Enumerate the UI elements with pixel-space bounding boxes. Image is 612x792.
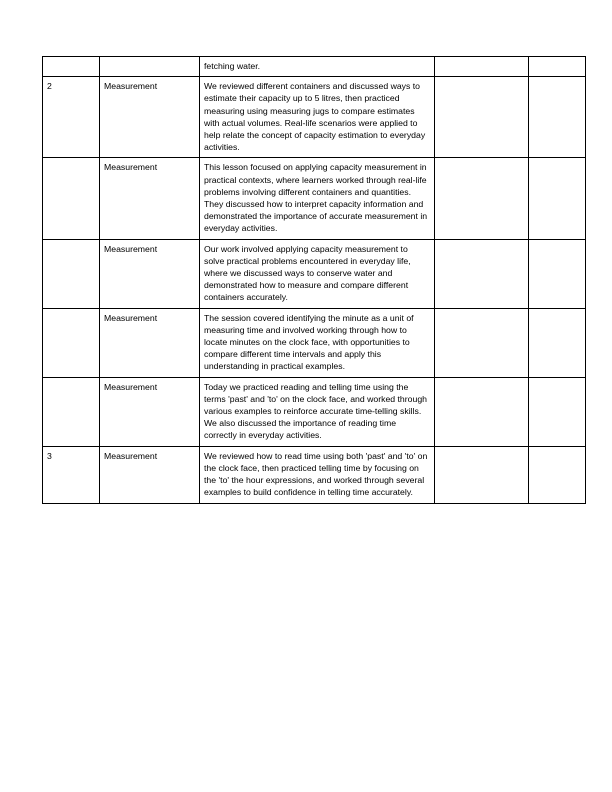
description-cell — [200, 446, 435, 503]
empty-cell — [529, 377, 586, 446]
description-cell — [200, 377, 435, 446]
strand-cell — [100, 57, 200, 77]
empty-cell — [435, 446, 529, 503]
description-cell — [200, 308, 435, 377]
strand-cell: Measurement — [100, 446, 200, 503]
table-row — [43, 77, 586, 158]
empty-cell — [435, 308, 529, 377]
week-cell — [43, 308, 100, 377]
empty-cell — [435, 77, 529, 158]
strand-cell: Measurement — [100, 377, 200, 446]
table-row — [43, 57, 586, 77]
week-cell: 2 — [43, 77, 100, 158]
description-cell — [200, 158, 435, 239]
table-row — [43, 446, 586, 503]
empty-cell — [435, 377, 529, 446]
empty-cell — [435, 158, 529, 239]
empty-cell — [529, 308, 586, 377]
strand-cell: Measurement — [100, 158, 200, 239]
description-cell — [200, 239, 435, 308]
description-text: We reviewed different containers and discussed ways to estimate their capacity up to 5 litres, then practiced measuring using measuring jugs to compare estimates with actual volumes. Real-life scenarios were applied to help relate the concept of capacity estimation to everyday activities. — [204, 81, 426, 153]
strand-cell: Measurement — [100, 77, 200, 158]
strand-cell: Measurement — [100, 239, 200, 308]
week-cell — [43, 239, 100, 308]
description-text: Today we practiced reading and telling time using the terms 'past' and 'to' on the clock face, and worked through various examples to reinforce accurate time-telling skills. We also discussed the importance of reading time correctly in everyday activities. — [204, 381, 427, 441]
description-cell — [200, 77, 435, 158]
week-cell: 3 — [43, 446, 100, 503]
empty-cell — [529, 239, 586, 308]
table-row — [43, 377, 586, 446]
description-cell — [200, 57, 435, 77]
table-row — [43, 239, 586, 308]
table-row — [43, 158, 586, 239]
description-text: Our work involved applying capacity measurement to solve practical problems encountered in everyday life, where we discussed ways to conserve water and demonstrated how to measure and compare different containers accurately. — [204, 243, 411, 303]
week-cell — [43, 377, 100, 446]
description-text: fetching water. — [204, 61, 261, 71]
lesson-log-table — [42, 56, 586, 504]
empty-cell — [529, 158, 586, 239]
empty-cell — [435, 239, 529, 308]
description-text: The session covered identifying the minute as a unit of measuring time and involved working through how to locate minutes on the clock face, with opportunities to compare different time intervals and apply this understanding in practical examples. — [204, 312, 414, 372]
empty-cell — [529, 77, 586, 158]
strand-cell: Measurement — [100, 308, 200, 377]
week-cell — [43, 57, 100, 77]
empty-cell — [435, 57, 529, 77]
description-text: We reviewed how to read time using both 'past' and 'to' on the clock face, then practiced telling time by focusing on the 'to' the hour expressions, and worked through several examples to build confidence in telling time accurately. — [204, 450, 428, 498]
description-text: This lesson focused on applying capacity measurement in practical contexts, where learners worked through real-life problems involving different containers and quantities. They discussed how to interpret capacity information and demonstrated the importance of accurate measurement in everyday activities. — [204, 162, 428, 234]
empty-cell — [529, 57, 586, 77]
table-row — [43, 308, 586, 377]
week-cell — [43, 158, 100, 239]
empty-cell — [529, 446, 586, 503]
